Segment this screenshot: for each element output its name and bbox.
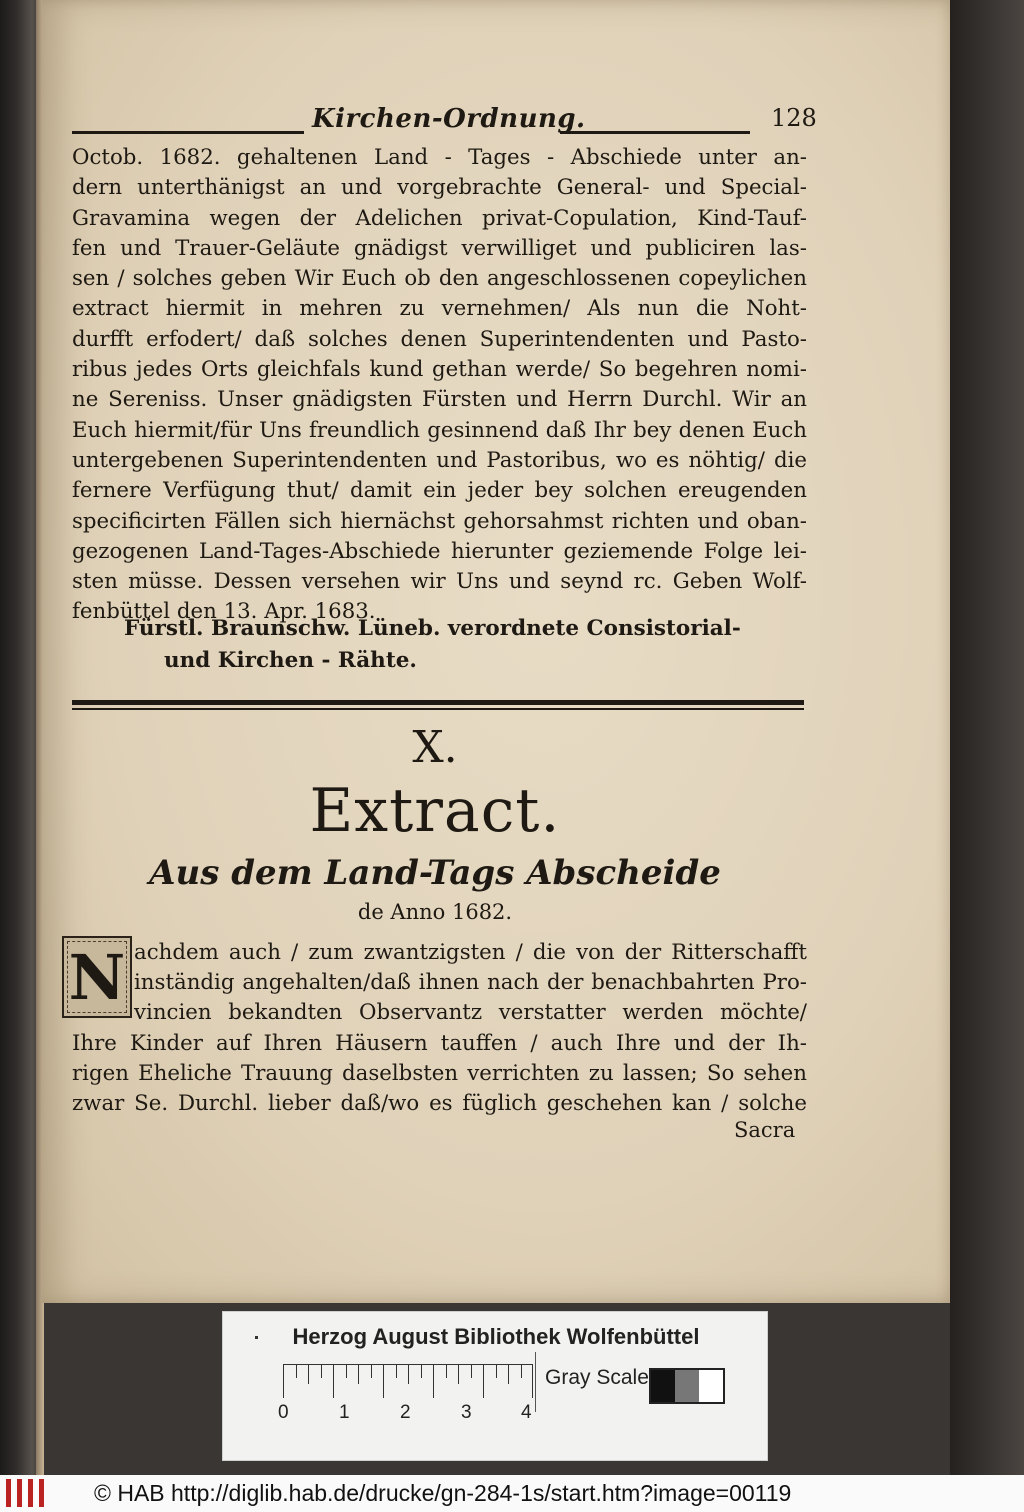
section-divider-thick <box>72 700 804 705</box>
text-line: dern unterthänigst an und vorgebrachte General- und Special- <box>72 175 807 201</box>
text-line: fen und Trauer-Geläute gnädigst verwilliget und publiciren las- <box>72 235 807 261</box>
text-line: ne Sereniss. Unser gnädigsten Fürsten und Herrn Durchl. Wir an <box>72 387 807 413</box>
text-line: rigen Eheliche Trauung daselbsten verrichten zu lassen; So sehen <box>72 1060 807 1086</box>
text-line: untergebenen Superintendenten und Pastoribus, wo es nöhtig/ die <box>72 447 807 473</box>
section-divider-thin <box>72 708 804 710</box>
ruler-tick <box>333 1364 334 1398</box>
section-date: de Anno 1682. <box>357 900 513 924</box>
text-line: Euch hiermit/für Uns freundlich gesinnend daß Ihr bey denen Euch <box>72 417 807 443</box>
gray-scale-label: Gray Scale <box>545 1366 649 1389</box>
running-head: Kirchen-Ordnung. <box>312 104 586 134</box>
ruler-tick <box>408 1364 409 1384</box>
ruler-tick <box>483 1364 484 1398</box>
ruler-label: 3 <box>461 1402 472 1423</box>
ruler-tick <box>283 1364 284 1398</box>
scan-background-right <box>950 0 1024 1475</box>
ruler-tick <box>371 1364 372 1378</box>
text-line: sten müsse. Dessen versehen wir Uns und seynd rc. Geben Wolf- <box>72 569 807 595</box>
ruler-label: 2 <box>400 1402 411 1423</box>
text-line: fernere Verfügung thut/ damit ein jeder bey solchen ereugenden <box>72 478 807 504</box>
ruler-tick <box>421 1364 422 1378</box>
text-line: specificirten Fällen sich hiernächst gehorsahmst richten und oban- <box>72 508 807 534</box>
ruler-tick <box>383 1364 384 1398</box>
card-divider <box>535 1352 536 1412</box>
text-line: Ihre Kinder auf Ihren Häusern tauffen / auch Ihre und der Ih- <box>72 1030 807 1056</box>
ruler-tick <box>446 1364 447 1378</box>
ruler-tick <box>521 1364 522 1378</box>
section-title: Extract. <box>309 776 561 846</box>
catchword: Sacra <box>734 1118 796 1142</box>
text-line: Octob. 1682. gehaltenen Land - Tages - Abschiede unter an- <box>72 145 807 170</box>
hab-logo-icon <box>6 1479 44 1507</box>
footer-credit: © HAB http://diglib.hab.de/drucke/gn-284-1s/start.htm?image=00119 <box>94 1480 792 1506</box>
section-subtitle: Aus dem Land-Tags Abscheide <box>149 853 721 893</box>
section-number: X. <box>412 722 458 773</box>
gray-swatch-dark <box>651 1370 675 1402</box>
ruler-tick <box>321 1364 322 1378</box>
paragraph-1 <box>72 143 807 628</box>
ruler-tick <box>458 1364 459 1384</box>
header-rule-left <box>72 131 304 134</box>
ruler-tick <box>532 1364 533 1398</box>
ruler-tick <box>496 1364 497 1378</box>
ruler-tick <box>471 1364 472 1378</box>
ruler-tick <box>396 1364 397 1378</box>
text-line: durfft erfodert/ daß solches denen Superintendenten und Pasto- <box>72 326 807 352</box>
text-line: extract hiermit in mehren zu vernehmen/ Als nun die Noht- <box>72 296 807 322</box>
header-rule-right <box>560 131 750 134</box>
ruler-label: 4 <box>521 1402 532 1423</box>
signature-line-2: und Kirchen - Rähte. <box>164 648 417 673</box>
ruler-tick <box>308 1364 309 1384</box>
signature-line-1: Fürstl. Braunschw. Lüneb. verordnete Consistorial- <box>124 616 741 641</box>
gray-swatch-light <box>699 1370 723 1402</box>
text-line: vincien bekandten Observantz verstatter werden möchte/ <box>134 1000 807 1026</box>
paragraph-2 <box>72 938 807 1119</box>
text-line: gezogenen Land-Tages-Abschiede hierunter geziemende Folge lei- <box>72 538 807 564</box>
page-number: 128 <box>771 104 817 132</box>
ruler-label: 1 <box>339 1402 350 1423</box>
ruler-tick <box>358 1364 359 1384</box>
ruler-label: 0 <box>278 1402 289 1423</box>
text-line: sen / solches geben Wir Euch ob den angeschlossenen copeylichen <box>72 266 807 292</box>
card-title: Herzog August Bibliothek Wolfenbüttel <box>292 1324 700 1349</box>
ruler-tick <box>433 1364 434 1398</box>
text-line: inständig angehalten/daß ihnen nach der benachbahrten Pro- <box>134 970 807 996</box>
text-line: achdem auch / zum zwantzigsten / die von der Ritterschafft <box>134 940 807 965</box>
text-line: Gravamina wegen der Adelichen privat-Copulation, Kind-Tauf- <box>72 205 807 231</box>
text-line: zwar Se. Durchl. lieber daß/wo es füglich geschehen kan / solche <box>72 1090 807 1116</box>
ruler-tick <box>346 1364 347 1378</box>
text-line: fenbüttel den 13. Apr. 1683. <box>72 599 376 625</box>
gray-swatch-mid <box>675 1370 699 1402</box>
signature-block <box>124 613 774 677</box>
decorative-initial: N <box>62 936 132 1018</box>
ruler-tick <box>508 1364 509 1384</box>
gray-scale-swatches <box>649 1368 725 1404</box>
text-line: ribus jedes Orts gleichfals kund gethan werde/ So begehren nomi- <box>72 357 807 383</box>
ruler-tick <box>296 1364 297 1378</box>
calibration-card <box>222 1311 768 1461</box>
